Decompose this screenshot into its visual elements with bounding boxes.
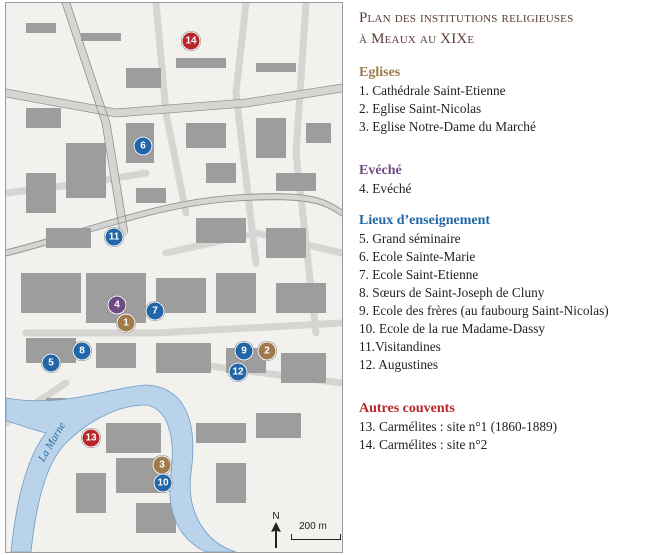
map-marker-3[interactable]: 3 xyxy=(153,456,172,475)
legend-title xyxy=(359,8,651,50)
legend-section-eveche xyxy=(359,162,651,198)
legend-heading-couvents: Autres couvents xyxy=(359,401,455,416)
scale-bar-graphic xyxy=(291,534,341,540)
map-marker-11[interactable]: 11 xyxy=(105,228,124,247)
legend-item: 6. Ecole Sainte-Marie xyxy=(359,249,476,264)
legend-item: 10. Ecole de la rue Madame-Dassy xyxy=(359,321,546,336)
legend-heading-eglises: Eglises xyxy=(359,65,401,80)
scale-label: 200 m xyxy=(299,521,327,532)
scale-bar xyxy=(291,521,343,543)
north-label: N xyxy=(272,511,280,522)
north-arrow-icon xyxy=(270,522,282,548)
legend-item: 3. Eglise Notre-Dame du Marché xyxy=(359,119,536,134)
legend-item: 12. Augustines xyxy=(359,357,439,372)
legend-item: 7. Ecole Saint-Etienne xyxy=(359,267,479,282)
city-map xyxy=(6,3,342,552)
legend-item: 4. Evéché xyxy=(359,181,412,196)
legend-title-line-2: à Meaux au XIXe xyxy=(359,31,475,47)
map-marker-8[interactable]: 8 xyxy=(73,342,92,361)
river-label: La Marne xyxy=(36,420,69,464)
legend-section-couvents xyxy=(359,400,651,454)
legend-item: 2. Eglise Saint-Nicolas xyxy=(359,101,482,116)
map-marker-9[interactable]: 9 xyxy=(235,342,254,361)
legend-heading-enseignement: Lieux d’enseignement xyxy=(359,213,491,228)
legend xyxy=(359,8,651,454)
map-panel xyxy=(5,2,343,553)
north-arrow xyxy=(267,511,285,551)
legend-item: 9. Ecole des frères (au faubourg Saint-Nicolas) xyxy=(359,303,609,318)
map-marker-7[interactable]: 7 xyxy=(146,302,165,321)
legend-section-enseignement xyxy=(359,212,651,374)
legend-item: 1. Cathédrale Saint-Etienne xyxy=(359,83,506,98)
legend-title-line-1: Plan des institutions religieuses xyxy=(359,10,574,26)
legend-heading-eveche: Evéché xyxy=(359,163,402,178)
legend-item: 14. Carmélites : site n°2 xyxy=(359,437,488,452)
road-outlines xyxy=(6,3,342,256)
legend-item: 5. Grand séminaire xyxy=(359,231,461,246)
map-marker-14[interactable]: 14 xyxy=(182,32,201,51)
map-marker-1[interactable]: 1 xyxy=(117,314,136,333)
map-marker-12[interactable]: 12 xyxy=(229,363,248,382)
legend-section-eglises xyxy=(359,64,651,136)
map-marker-4[interactable]: 4 xyxy=(108,296,127,315)
map-marker-6[interactable]: 6 xyxy=(134,137,153,156)
map-marker-5[interactable]: 5 xyxy=(42,354,61,373)
legend-item: 11.Visitandines xyxy=(359,339,441,354)
map-marker-2[interactable]: 2 xyxy=(258,342,277,361)
legend-item: 8. Sœurs de Saint-Joseph de Cluny xyxy=(359,285,545,300)
legend-item: 13. Carmélites : site n°1 (1860-1889) xyxy=(359,419,558,434)
map-marker-10[interactable]: 10 xyxy=(154,474,173,493)
map-marker-13[interactable]: 13 xyxy=(82,429,101,448)
